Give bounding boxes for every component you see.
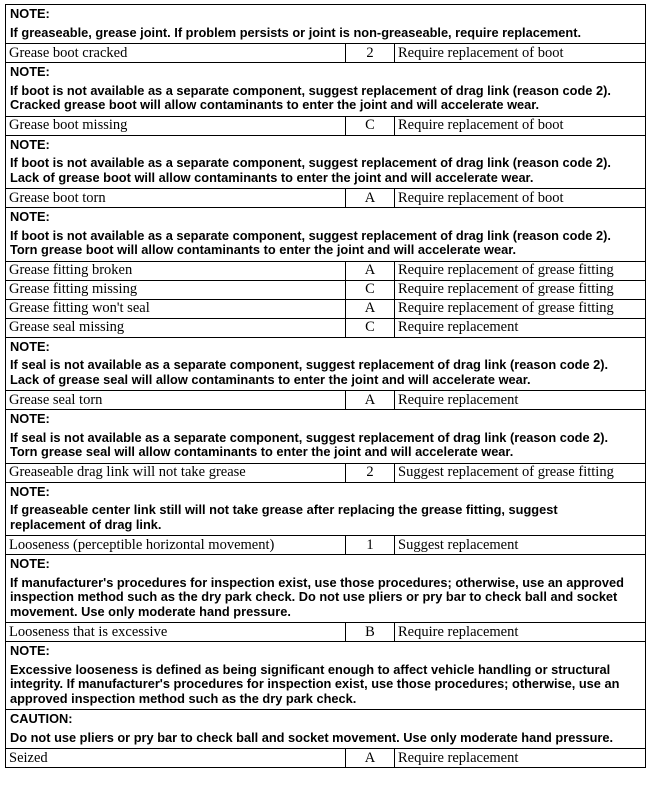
code-cell: 2: [346, 463, 395, 482]
action-cell: Require replacement: [395, 318, 646, 337]
note-row: [6, 410, 646, 464]
action-cell: Require replacement: [395, 391, 646, 410]
note-text: Do not use pliers or pry bar to check ball and socket movement. Use only moderate hand pressure.: [10, 729, 614, 745]
condition-cell: Grease seal missing: [6, 318, 346, 337]
condition-cell: Grease boot missing: [6, 116, 346, 135]
code-cell: 2: [346, 44, 395, 63]
code-cell: C: [346, 318, 395, 337]
action-cell: Require replacement: [395, 623, 646, 642]
action-cell: Require replacement of boot: [395, 116, 646, 135]
code-cell: C: [346, 116, 395, 135]
note-row: [6, 337, 646, 391]
note-text: Excessive looseness is defined as being significant enough to affect vehicle handling or structural integrity. If manufacturer's procedures for inspection exist, use those procedures; otherwise, use an approved inspection method such as the dry park check.: [10, 661, 620, 706]
action-cell: Require replacement of grease fitting: [395, 261, 646, 280]
note-row: [6, 710, 646, 749]
note-cell: [6, 5, 646, 44]
note-cell: [6, 63, 646, 117]
note-cell: [6, 135, 646, 189]
note-text: If boot is not available as a separate component, suggest replacement of drag link (reason code 2). Torn grease boot will allow contaminants to enter the joint and will accelerate wear.: [10, 227, 611, 257]
note-row: [6, 208, 646, 262]
table-row: [6, 116, 646, 135]
table-row: [6, 280, 646, 299]
inspection-table-body: [6, 5, 646, 768]
action-cell: Suggest replacement of grease fitting: [395, 463, 646, 482]
note-text: If boot is not available as a separate component, suggest replacement of drag link (reason code 2). Cracked grease boot will allow contaminants to enter the joint and will accelerate wear.: [10, 82, 611, 112]
table-row: [6, 189, 646, 208]
note-text: If seal is not available as a separate component, suggest replacement of drag link (reason code 2). Torn grease seal will allow contaminants to enter the joint and will accelerate wear.: [10, 429, 609, 459]
code-cell: A: [346, 749, 395, 768]
note-cell: [6, 482, 646, 536]
note-row: [6, 135, 646, 189]
note-text: If boot is not available as a separate component, suggest replacement of drag link (reason code 2). Lack of grease boot will allow contaminants to enter the joint and will accelerate wear.: [10, 155, 611, 185]
note-row: [6, 5, 646, 44]
note-label: CAUTION:: [10, 711, 73, 726]
table-row: [6, 44, 646, 63]
note-label: NOTE:: [10, 411, 50, 426]
condition-cell: Grease boot cracked: [6, 44, 346, 63]
note-cell: [6, 555, 646, 623]
code-cell: A: [346, 299, 395, 318]
code-cell: B: [346, 623, 395, 642]
condition-cell: Grease fitting won't seal: [6, 299, 346, 318]
action-cell: Require replacement of grease fitting: [395, 280, 646, 299]
note-label: NOTE:: [10, 209, 50, 224]
note-cell: [6, 410, 646, 464]
code-cell: A: [346, 261, 395, 280]
action-cell: Suggest replacement: [395, 536, 646, 555]
table-row: [6, 463, 646, 482]
note-cell: [6, 208, 646, 262]
action-cell: Require replacement of grease fitting: [395, 299, 646, 318]
table-row: [6, 623, 646, 642]
note-text: If greaseable center link still will not take grease after replacing the grease fitting, suggest replacement of drag link.: [10, 502, 558, 532]
note-row: [6, 63, 646, 117]
table-row: [6, 299, 646, 318]
table-row: [6, 749, 646, 768]
note-cell: [6, 710, 646, 749]
note-row: [6, 555, 646, 623]
action-cell: Require replacement: [395, 749, 646, 768]
condition-cell: Looseness that is excessive: [6, 623, 346, 642]
condition-cell: Grease fitting broken: [6, 261, 346, 280]
note-cell: [6, 337, 646, 391]
code-cell: 1: [346, 536, 395, 555]
note-label: NOTE:: [10, 643, 50, 658]
condition-cell: Looseness (perceptible horizontal movement): [6, 536, 346, 555]
note-row: [6, 482, 646, 536]
inspection-table: [5, 4, 646, 768]
note-text: If seal is not available as a separate component, suggest replacement of drag link (reason code 2). Lack of grease seal will allow contaminants to enter the joint and will accelerate wear.: [10, 357, 609, 387]
condition-cell: Grease seal torn: [6, 391, 346, 410]
condition-cell: Grease fitting missing: [6, 280, 346, 299]
note-label: NOTE:: [10, 556, 50, 571]
note-label: NOTE:: [10, 64, 50, 79]
table-row: [6, 536, 646, 555]
code-cell: C: [346, 280, 395, 299]
condition-cell: Greaseable drag link will not take grease: [6, 463, 346, 482]
note-cell: [6, 642, 646, 710]
table-row: [6, 261, 646, 280]
action-cell: Require replacement of boot: [395, 189, 646, 208]
table-row: [6, 391, 646, 410]
note-label: NOTE:: [10, 338, 50, 354]
action-cell: Require replacement of boot: [395, 44, 646, 63]
note-label: NOTE:: [10, 136, 50, 152]
note-text: If manufacturer's procedures for inspection exist, use those procedures; otherwise, use an approved inspection method such as the dry park check. Do not use pliers or pry bar to check ball and socket movement. Use only moderate hand pressure.: [10, 574, 624, 619]
code-cell: A: [346, 391, 395, 410]
note-row: [6, 642, 646, 710]
note-label: NOTE:: [10, 6, 50, 21]
code-cell: A: [346, 189, 395, 208]
note-label: NOTE:: [10, 483, 50, 499]
table-row: [6, 318, 646, 337]
note-text: If greaseable, grease joint. If problem persists or joint is non-greaseable, require replacement.: [10, 24, 582, 40]
condition-cell: Grease boot torn: [6, 189, 346, 208]
condition-cell: Seized: [6, 749, 346, 768]
